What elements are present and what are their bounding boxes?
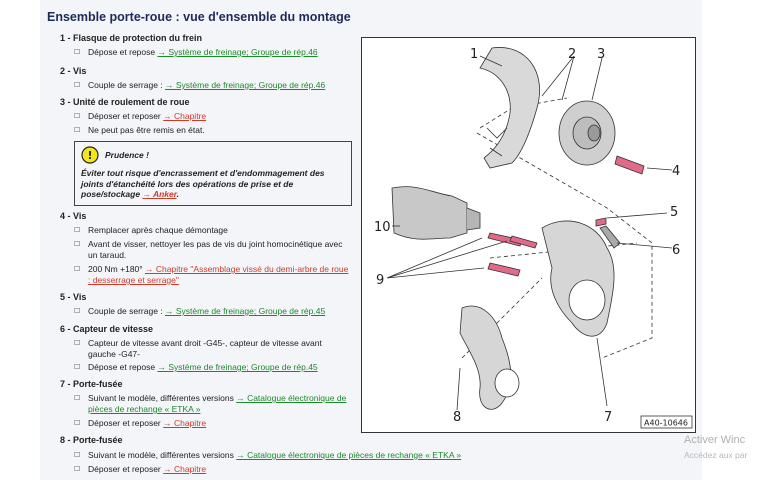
link-etka[interactable]: → Catalogue électronique de pièces de rechange « ETKA » — [236, 450, 462, 460]
checkbox-bullet-icon: ☐ — [74, 241, 81, 248]
link-freinage-46[interactable]: → Système de freinage; Groupe de rép.46 — [157, 47, 318, 57]
callout-label-9: 9 — [376, 273, 385, 288]
checkbox-bullet-icon: ☐ — [74, 340, 81, 347]
section-heading-6: 6 - Capteur de vitesse — [60, 324, 154, 334]
callout-label-2: 2 — [568, 47, 577, 62]
checkbox-bullet-icon: ☐ — [74, 308, 81, 315]
warning-icon — [81, 146, 99, 164]
checkbox-bullet-icon: ☐ — [74, 466, 81, 473]
checkbox-bullet-icon: ☐ — [74, 113, 81, 120]
checkbox-bullet-icon: ☐ — [74, 49, 81, 56]
activation-watermark-line2: Accédez aux par — [684, 450, 748, 460]
checkbox-bullet-icon: ☐ — [74, 82, 81, 89]
callout-label-7: 7 — [604, 410, 613, 425]
section-heading-8: 8 - Porte-fusée — [60, 435, 123, 445]
callout-label-5: 5 — [670, 205, 679, 220]
link-chapitre[interactable]: → Chapitre — [163, 418, 207, 428]
checkbox-bullet-icon: ☐ — [74, 127, 81, 134]
exploded-view-figure — [361, 37, 696, 433]
callout-label-8: 8 — [453, 410, 462, 425]
caution-heading: Prudence ! — [105, 150, 149, 160]
section-heading-4: 4 - Vis — [60, 211, 87, 221]
callout-label-10: 10 — [374, 220, 391, 235]
section-heading-1: 1 - Flasque de protection du frein — [60, 33, 203, 43]
figure-reference: A40-10646 — [644, 418, 688, 428]
caution-text: Éviter tout risque d'encrassement et d'endommagement des joints d'étanchéité lors des opérations de prise et de pose/stockage → Anker. — [81, 168, 325, 199]
activation-watermark-line1: Activer Winc — [684, 434, 746, 446]
link-freinage-45[interactable]: → Système de freinage; Groupe de rép.45 — [165, 306, 326, 316]
callout-label-1: 1 — [470, 47, 479, 62]
link-freinage-46[interactable]: → Système de freinage; Groupe de rép.46 — [165, 80, 326, 90]
section-heading-2: 2 - Vis — [60, 66, 87, 76]
callout-label-3: 3 — [597, 47, 606, 62]
link-chapitre[interactable]: → Chapitre — [163, 464, 207, 474]
link-freinage-45[interactable]: → Système de freinage; Groupe de rép.45 — [157, 362, 318, 372]
section-heading-3: 3 - Unité de roulement de roue — [60, 97, 190, 107]
callout-label-6: 6 — [672, 243, 681, 258]
svg-text:!: ! — [87, 149, 93, 162]
section-heading-5: 5 - Vis — [60, 292, 87, 302]
checkbox-bullet-icon: ☐ — [74, 452, 81, 459]
checkbox-bullet-icon: ☐ — [74, 266, 81, 273]
link-etka[interactable]: → Catalogue électronique de pièces de rechange « ETKA » — [88, 393, 347, 414]
link-chapitre-demi-arbre[interactable]: → Chapitre "Assemblage vissé du demi-arbre de roue : desserrage et serrage" — [88, 264, 349, 285]
callout-label-4: 4 — [672, 164, 681, 179]
section-heading-7: 7 - Porte-fusée — [60, 379, 123, 389]
checkbox-bullet-icon: ☐ — [74, 227, 81, 234]
assembly-diagram — [362, 38, 695, 432]
checkbox-bullet-icon: ☐ — [74, 420, 81, 427]
link-anker[interactable]: → Anker — [142, 189, 177, 199]
link-chapitre[interactable]: → Chapitre — [163, 111, 207, 121]
caution-box — [74, 141, 352, 206]
checkbox-bullet-icon: ☐ — [74, 395, 81, 402]
page-title: Ensemble porte-roue : vue d'ensemble du montage — [47, 10, 351, 24]
checkbox-bullet-icon: ☐ — [74, 364, 81, 371]
